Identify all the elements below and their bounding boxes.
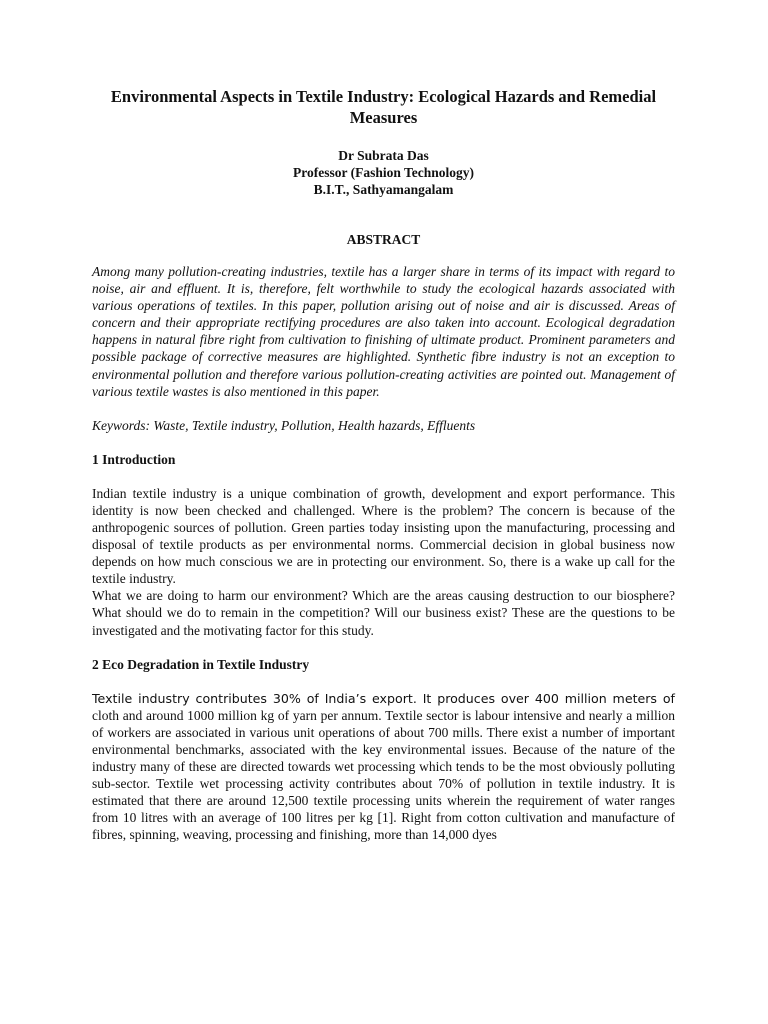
eco-degradation-lead-text: Textile industry contributes 30% of India’s export. It produces over 400 million meters of — [92, 690, 675, 706]
paper-title: Environmental Aspects in Textile Industry: Ecological Hazards and Remedial Measures — [110, 87, 657, 127]
paper-page — [92, 86, 675, 843]
introduction-paragraph-2: What we are doing to harm our environment? Which are the areas causing destruction to our biosphere? What should we do to remain in the competition? Will our business exist? These are the questions to be investigated and the motivating factor for this study. — [92, 588, 675, 638]
keywords: Keywords: Waste, Textile industry, Pollution, Health hazards, Effluents — [92, 417, 476, 433]
introduction-paragraph-1: Indian textile industry is a unique combination of growth, development and export performance. This identity is now been checked and challenged. Where is the problem? The concern is because of the anthropogenic sources of pollution. Green parties today insisting upon the manufacturing, processing and disposal of textile products as per environmental norms. Commercial decision in global business now depends on how much conscious we are in protecting our environment. So, there is a wake up call for the textile industry. — [92, 485, 675, 587]
author-name: Dr Subrata Das — [338, 148, 429, 163]
author-role: Professor (Fashion Technology) — [292, 165, 475, 180]
eco-degradation-body-text: cloth and around 1000 million kg of yarn per annum. Textile sector is labour intensive and nearly a million of workers are associated in various unit operations of about 700 mills. There exist a number of important environmental benchmarks, associated with the key environmental issues. Because of the nature of the industry many of these are directed towards wet processing which tends to be the most obviously polluting sub-sector. Textile wet processing activity contributes about 70% of pollution in textile industry. It is estimated that there are around 12,500 textile processing units wherein the requirement of water ranges from 10 litres with an average of 100 litres per kg [1]. Right from cotton cultivation and manufacture of fibres, spinning, weaving, processing and finishing, more than 14,000 dyes — [92, 707, 675, 843]
abstract-heading: ABSTRACT — [346, 232, 421, 247]
section-spacer — [92, 639, 675, 656]
section-heading-introduction: 1 Introduction — [92, 451, 176, 467]
author-affiliation: B.I.T., Sathyamangalam — [313, 182, 454, 197]
section-heading-eco-degradation: 2 Eco Degradation in Textile Industry — [92, 656, 310, 672]
eco-degradation-paragraph — [92, 690, 675, 844]
abstract-text: Among many pollution-creating industries, textile has a larger share in terms of its impact with regard to noise, air and effluent. It is, therefore, felt worthwhile to study the ecological hazards associated with various operations of textiles. In this paper, pollution arising out of noise and air is discussed. Areas of concern and their appropriate rectifying procedures are also taken into account. Ecological degradation happens in natural fibre right from cultivation to finishing of ultimate product. Prominent parameters and possible package of corrective measures are highlighted. Synthetic fibre industry is not an exception to environmental pollution and therefore various pollution-creating activities are pointed out. Management of various textile wastes is also mentioned in this paper. — [92, 264, 675, 399]
